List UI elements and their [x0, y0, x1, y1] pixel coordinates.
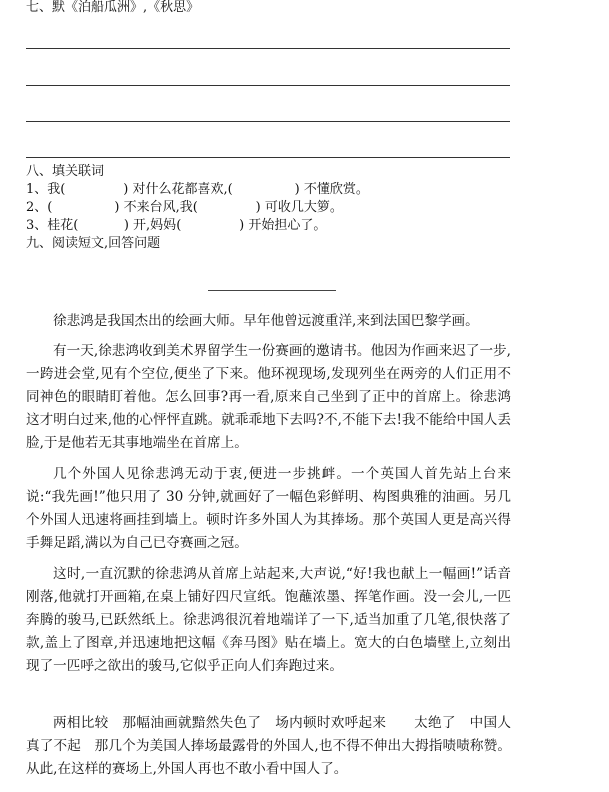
passage-paragraph-3: 几个外国人见徐悲鸿无动于衷,便进一步挑衅。一个英国人首先站上台来说:“我先画!”他只用了 30 分钟,就画好了一幅色彩鲜明、构图典雅的油画。另几个外国人迅速将画挂到墙上。顿时许多外国人为其捧场。那个英国人更是高兴得手舞足蹈,满以为自己已夺赛画之冠。 — [26, 466, 511, 551]
item-3-middle: 开,妈妈 — [133, 218, 177, 233]
section-8-title: 八、填关联词 — [26, 164, 105, 179]
section-9-title: 九、阅读短文,回答问题 — [26, 236, 161, 251]
answer-line-2[interactable] — [26, 85, 510, 86]
passage-paragraph-4: 这时,一直沉默的徐悲鸿从首席上站起来,大声说,“好!我也献上一幅画!”话音刚落,他就打开画箱,在桌上铺好四尺宣纸。饱蘸浓墨、挥笔作画。没一会儿,一匹奔腾的骏马,已跃然纸上。徐悲鸿很沉着地端详了一下,适当加重了几笔,很快落了款,盖上了图章,并迅速地把这幅《奔马图》贴在墙上。宽大的白色墙壁上,立刻出现了一匹呼之欲出的骏马,它似乎正向人们奔跑过来。 — [26, 566, 511, 674]
fill-item-2 — [26, 200, 343, 216]
answer-line-1[interactable] — [26, 48, 510, 49]
item-3-blank-1[interactable]: ( ) — [73, 218, 129, 233]
item-2-blank-1[interactable]: ( ) — [47, 200, 120, 215]
item-2-tail: 可收几大箩。 — [264, 200, 343, 215]
item-3-blank-2[interactable]: ( ) — [176, 218, 245, 233]
item-2-number: 2、 — [26, 200, 48, 215]
fill-item-3 — [26, 218, 326, 234]
item-2-middle: 不来台风,我 — [123, 200, 193, 215]
item-1-tail: 不懂欣赏。 — [303, 182, 369, 197]
passage-paragraph-5: 两相比较 那幅油画就黯然失色了 场内顿时欢呼起来 太绝了 中国人真了不起 那几个为美国人捧场最露骨的外国人,也不得不伸出大拇指啧啧称赞。从此,在这样的赛场上,外国人再也不敢小看中国人了。 — [26, 715, 511, 777]
item-3-tail: 开始担心了。 — [248, 218, 327, 233]
item-1-middle: 对什么花都喜欢, — [132, 182, 228, 197]
passage-paragraph-2: 有一天,徐悲鸿收到美术界留学生一份赛画的邀请书。他因为作画来迟了一步,一跨进会堂,见有个空位,便坐了下来。他环视现场,发现列坐在两旁的人们正用不同神色的眼睛盯着他。怎么回事?再一看,原来自己坐到了正中的首席上。徐悲鸿这才明白过来,他的心怦怦直跳。就乖乖地下去吗?不,不能下去!我不能给中国人丢脸,于是他若无其事地端坐在首席上。 — [26, 343, 511, 451]
item-1-number: 1、我 — [26, 182, 61, 197]
item-1-blank-1[interactable]: ( ) — [60, 182, 129, 197]
section-7-title: 七、默《泊船瓜洲》,《秋思》 — [26, 0, 200, 15]
item-2-blank-2[interactable]: ( ) — [192, 200, 261, 215]
answer-line-4[interactable] — [26, 157, 510, 158]
passage-title-blank[interactable] — [208, 290, 336, 291]
item-1-blank-2[interactable]: ( ) — [227, 182, 300, 197]
fill-item-1 — [26, 182, 369, 198]
passage-paragraph-1: 徐悲鸿是我国杰出的绘画大师。早年他曾远渡重洋,来到法国巴黎学画。 — [53, 313, 479, 329]
item-3-number: 3、桂花 — [26, 218, 74, 233]
answer-line-3[interactable] — [26, 121, 510, 122]
